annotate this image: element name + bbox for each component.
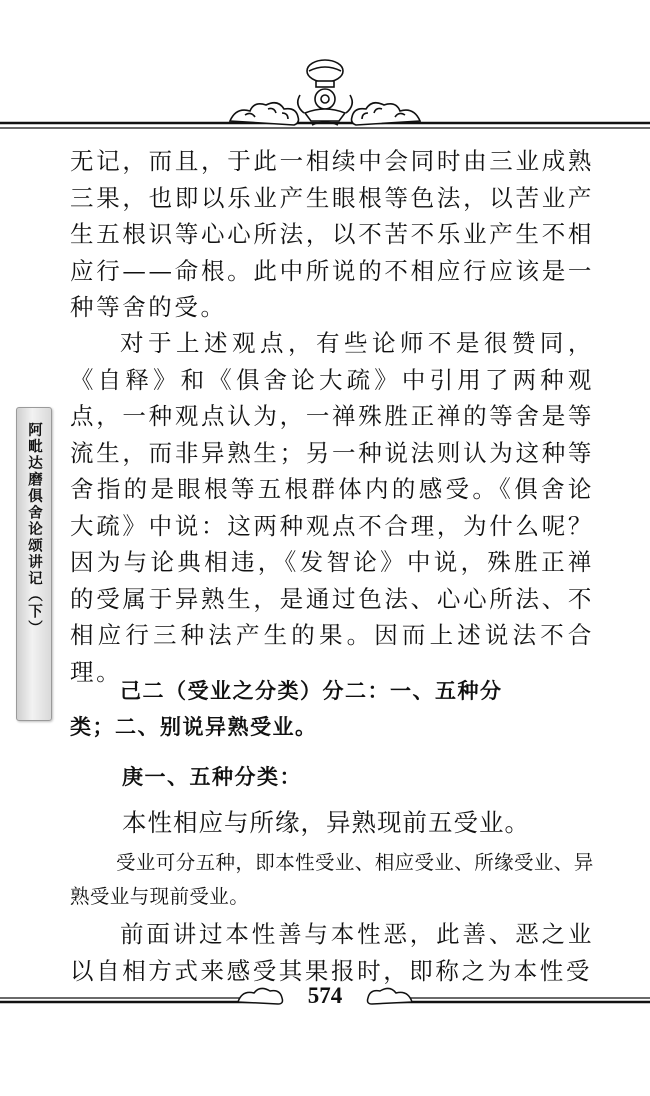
page-number: 574 (307, 983, 343, 1008)
root-verse: 本性相应与所缘，异熟现前五受业。 (122, 808, 530, 837)
dharma-emblem-icon (298, 60, 353, 125)
book-title: 阿毗达磨俱舍论颂讲记（下） (26, 422, 42, 637)
section-heading-line-1: 己二（受业之分类）分二：一、五种分 (120, 679, 503, 703)
left-cloud-ornament (230, 103, 299, 125)
commentary-text: 受业可分五种，即本性受业、相应受业、所缘受业、异熟受业与现前受业。 (70, 851, 594, 908)
right-cloud-ornament (352, 103, 421, 125)
header-ornament (0, 55, 650, 145)
section-heading-line-2: 类；二、别说异熟受业。 (70, 715, 318, 739)
header-rule-lines (0, 123, 650, 128)
subsection-heading: 庚一、五种分类： (122, 765, 302, 789)
paragraph-2: 对于上述观点，有些论师不是很赞同，《自释》和《俱舍论大疏》中引用了两种观点，一种观点认为，一禅殊胜正禅的等舍是等流生，而非异熟生；另一种说法则认为这种等舍指的是眼根等五根群体内的感受。《俱舍论大疏》中说：这两种观点不合理，为什么呢？因为与论典相违，《发智论》中说，殊胜正禅的受属于异熟生，是通过色法、心心所法、不相应行三种法产生的果。因而上述说法不合理。 (70, 329, 594, 686)
paragraph-1: 无记，而且，于此一相续中会同时由三业成熟三果，也即以乐业产生眼根等色法，以苦业产生五根识等心心所法，以不苦不乐业产生不相应行——命根。此中所说的不相应行应该是一种等舍的受。 (70, 147, 594, 321)
side-book-title-tab (16, 407, 52, 721)
final-paragraph: 前面讲过本性善与本性恶，此善、恶之业以自相方式来感受其果报时，即称之为本性受 (70, 920, 594, 985)
